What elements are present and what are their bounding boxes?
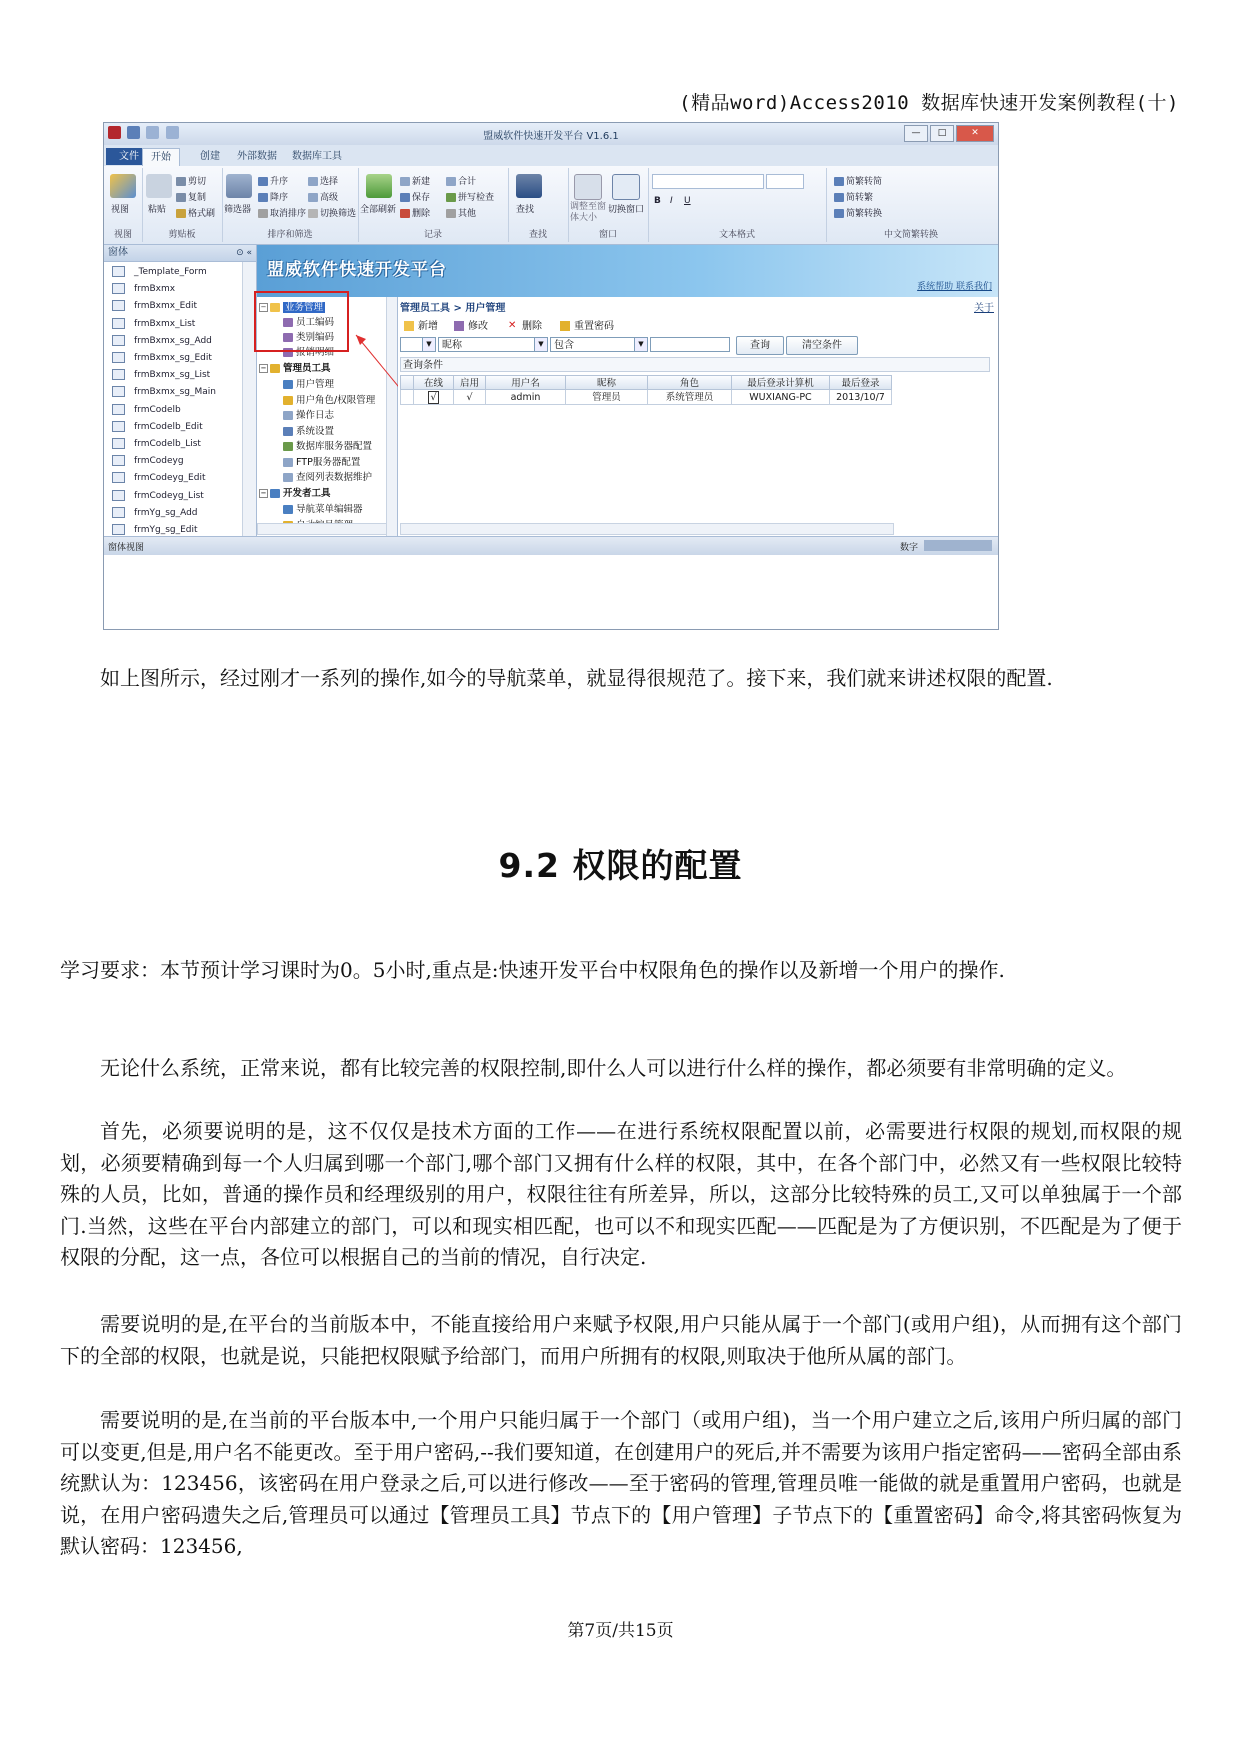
italic-button[interactable]: I [670, 196, 673, 206]
app-screenshot [103, 122, 999, 630]
clear-conditions-button[interactable]: 清空条件 [786, 336, 858, 355]
spelling-button[interactable]: 拼写检查 [446, 190, 494, 203]
tree-node[interactable]: FTP服务器配置 [283, 455, 360, 470]
close-icon[interactable]: ✕ [956, 125, 994, 142]
nav-item[interactable]: frmCodelb_Edit [112, 419, 203, 436]
tab-home[interactable]: 开始 [142, 148, 180, 166]
switch-windows-button[interactable]: 切换窗口 [608, 205, 645, 215]
about-link[interactable]: 关于 [974, 303, 994, 314]
copy-button[interactable]: 复制 [176, 190, 206, 203]
selection-button[interactable]: 选择 [308, 174, 338, 187]
section-heading: 9.2 权限的配置 [498, 846, 743, 885]
search-prefix-select[interactable]: ▼ [400, 337, 436, 352]
search-field-select[interactable]: 昵称 ▼ [438, 337, 548, 352]
user-management-panel [398, 297, 998, 536]
nav-item[interactable]: frmBxmx_Edit [112, 298, 197, 315]
query-button[interactable]: 查询 [736, 336, 784, 355]
paragraph: 学习要求：本节预计学习课时为0。5小时,重点是:快速开发平台中权限角色的操作以及新增一个用户的操作. [60, 958, 1005, 982]
row-selector-header [400, 375, 414, 390]
status-numlock: 数字 [899, 543, 918, 553]
status-left: 窗体视图 [108, 543, 145, 553]
simp-to-trad-button[interactable]: 简转繁 [834, 190, 873, 203]
column-header[interactable]: 用户名 [486, 375, 566, 390]
edit-user-button[interactable]: 修改 [454, 317, 488, 332]
pen-icon [454, 321, 464, 331]
tab-external-data[interactable]: 外部数据 [237, 151, 277, 162]
page-footer: 第7页/共15页 [567, 1621, 674, 1641]
group-label: 窗口 [598, 230, 617, 240]
more-button[interactable]: 其他 [446, 206, 476, 219]
paragraph: 如上图所示，经过刚才一系列的操作,如今的导航菜单，就显得很规范了。接下来，我们就来讲述权限的配置. [100, 666, 1053, 690]
status-bar [104, 536, 998, 555]
maximize-icon[interactable]: □ [930, 125, 954, 142]
row-selector[interactable] [400, 390, 414, 405]
table-cell[interactable]: √ [454, 390, 486, 405]
paragraph: 需要说明的是,在当前的平台版本中,一个用户只能归属于一个部门（或用户组)，当一个用户建立之后,该用户所归属的部门可以变更,但是,用户名不能更改。至于用户密码,--我们要知道，在创建用户的死后,并不需要为该用户指定密码——密码全部由系统默认为：123456，该密码在用户登录之后,可以进行修改——至于密码的管理,管理员唯一能做的就是重置用户密码，也就是说，在用户密码遗失之后,管理员可以通过【管理员工具】节点下的【用户管理】子节点下的【重置密码】命令,将其密码恢复为默认密码：123456, [60, 1408, 1182, 1558]
delete-record-button[interactable]: 删除 [400, 206, 430, 219]
page-header: (精品word)Access2010 数据库快速开发案例教程(十) [679, 92, 1179, 114]
nav-item[interactable]: frmBxmx_sg_Edit [112, 350, 212, 367]
table-cell[interactable]: 系统管理员 [648, 390, 732, 405]
paragraph: 需要说明的是,在平台的当前版本中，不能直接给用户来赋予权限,用户只能从属于一个部门(或用户组)，从而拥有这个部门下的全部的权限，也就是说，只能把权限赋予给部门，而用户所拥有的权限,则取决于他所从属的部门。 [60, 1312, 1182, 1368]
column-header[interactable]: 最后登录计算机 [732, 375, 830, 390]
add-user-button[interactable]: 新增 [404, 317, 438, 332]
breadcrumb: 管理员工具 > 用户管理 [400, 303, 506, 314]
tree-node-category-code[interactable]: 类别编码 [283, 330, 334, 345]
nav-item[interactable]: frmYg_sg_Edit [112, 522, 198, 539]
column-header[interactable]: 角色 [648, 375, 732, 390]
nav-header[interactable]: 窗体 ⊙ « [104, 245, 256, 262]
column-header[interactable]: 昵称 [566, 375, 648, 390]
search-operator-select[interactable]: 包含 ▼ [550, 337, 648, 352]
nav-item[interactable]: frmBxmx [112, 281, 175, 298]
tree-node[interactable]: 用户管理 [283, 377, 334, 392]
new-record-button[interactable]: 新建 [400, 174, 430, 187]
group-label: 记录 [423, 230, 442, 240]
nav-item[interactable]: frmYg_sg_Add [112, 505, 198, 522]
cut-button[interactable]: 剪切 [176, 174, 206, 187]
table-cell[interactable]: √ [414, 390, 454, 405]
column-header[interactable]: 启用 [454, 375, 486, 390]
paragraph: 首先，必须要说明的是，这不仅仅是技术方面的工作——在进行系统权限配置以前，必需要进行权限的规划,而权限的规划，必须要精确到每一个人归属到哪一个部门,哪个部门又拥有什么样的权限，其中，在各个部门中，必然又有一些权限比较特殊的人员，比如，普通的操作员和经理级别的用户，权限往往有所差异，所以，这部分比较特殊的员工,又可以单独属于一个部门.当然，这些在平台内部建立的部门，可以和现实相匹配，也可以不和现实匹配——匹配是为了方便识别，不匹配是为了便于权限的分配，这一点，各位可以根据自己的当前的情况，自行决定. [60, 1119, 1182, 1269]
format-painter-button[interactable]: 格式刷 [176, 206, 215, 219]
group-label: 文本格式 [718, 230, 755, 240]
tab-create[interactable]: 创建 [200, 151, 220, 162]
nav-item[interactable]: _Template_Form [112, 264, 207, 281]
toggle-filter-button[interactable]: 切换筛选 [308, 206, 356, 219]
group-label: 查找 [528, 230, 547, 240]
group-label: 剪贴板 [168, 230, 196, 240]
view-button[interactable]: 视图 [111, 205, 130, 215]
nav-item[interactable]: frmBxmx_List [112, 316, 195, 333]
tree-node-dev-tools[interactable]: − 开发者工具 [260, 488, 331, 499]
convert-button[interactable]: 简繁转换 [834, 206, 882, 219]
nav-item[interactable]: frmCodelb [112, 402, 181, 419]
reset-password-button[interactable]: 重置密码 [560, 317, 614, 332]
banner-title: 盟威软件快速开发平台 [267, 260, 447, 280]
tree-node[interactable]: 系统设置 [283, 424, 334, 439]
tree-node[interactable]: 用户角色/权限管理 [283, 393, 375, 408]
nav-item[interactable]: frmCodeyg [112, 453, 184, 470]
search-value-input[interactable] [650, 337, 730, 352]
query-conditions-label: 查询条件 [400, 357, 990, 372]
advanced-button[interactable]: 高级 [308, 190, 338, 203]
nav-item[interactable]: frmCodelb_List [112, 436, 201, 453]
nav-item[interactable]: frmBxmx_sg_Add [112, 333, 212, 350]
table-cell[interactable]: 管理员 [566, 390, 648, 405]
trad-to-simp-button[interactable]: 简繁转简 [834, 174, 882, 187]
totals-button[interactable]: 合计 [446, 174, 476, 187]
tree-node-admin-tools[interactable]: − 管理员工具 [260, 363, 331, 374]
nav-item[interactable]: frmBxmx_sg_Main [112, 384, 216, 401]
remove-sort-button[interactable]: 取消排序 [258, 206, 306, 219]
tab-file[interactable]: 文件 [106, 148, 152, 165]
column-header[interactable]: 最后登录 [830, 375, 892, 390]
sort-asc-button[interactable]: 升序 [258, 174, 288, 187]
tree-node[interactable]: 数据库服务器配置 [283, 439, 372, 454]
paste-button[interactable]: 粘贴 [148, 205, 167, 215]
tab-database-tools[interactable]: 数据库工具 [292, 151, 342, 162]
key-icon [560, 321, 570, 331]
grid-hscrollbar[interactable] [400, 523, 894, 535]
sort-desc-button[interactable]: 降序 [258, 190, 288, 203]
minimize-icon[interactable]: — [904, 125, 928, 142]
column-header[interactable]: 在线 [414, 375, 454, 390]
nav-item[interactable]: frmBxmx_sg_List [112, 367, 210, 384]
filter-button[interactable]: 筛选器 [224, 205, 252, 215]
table-cell[interactable]: 2013/10/7 [830, 390, 892, 405]
delete-user-button[interactable]: ✕ 删除 [508, 320, 542, 332]
group-label: 排序和筛选 [267, 230, 313, 240]
group-label: 中文简繁转换 [883, 230, 938, 240]
window-title: 盟威软件快速开发平台 V1.6.1 [483, 131, 619, 142]
tree-node-business[interactable]: − 业务管理 [260, 302, 324, 313]
size-to-fit-button[interactable]: 调整至窗体大小 [570, 202, 607, 223]
table-cell[interactable]: admin [486, 390, 566, 405]
paragraph: 无论什么系统，正常来说，都有比较完善的权限控制,即什么人可以进行什么样的操作，都必须要有非常明确的定义。 [100, 1056, 1127, 1080]
table-cell[interactable]: WUXIANG-PC [732, 390, 830, 405]
refresh-all-button[interactable]: 全部刷新 [360, 205, 397, 215]
tree-node-expense-detail[interactable]: 报销明细 [283, 345, 334, 360]
group-label: 视图 [113, 230, 132, 240]
view-switcher-icons[interactable] [924, 540, 992, 551]
find-button[interactable]: 查找 [516, 205, 535, 215]
underline-button[interactable]: U [684, 196, 691, 206]
tree-node[interactable]: 导航菜单编辑器 [283, 502, 363, 517]
chevron-down-icon[interactable]: ⊙ « [236, 248, 252, 258]
tree-node[interactable]: 查阅列表数据维护 [283, 470, 372, 485]
nav-item[interactable]: frmCodeyg_Edit [112, 470, 206, 487]
tree-node[interactable]: 操作日志 [283, 408, 334, 423]
close-icon: ✕ [508, 320, 517, 331]
tree-node-employee-code[interactable]: 员工编码 [283, 315, 334, 330]
save-record-button[interactable]: 保存 [400, 190, 430, 203]
banner-links[interactable]: 系统帮助 联系我们 [917, 282, 992, 292]
new-icon [404, 321, 414, 331]
nav-item[interactable]: frmCodeyg_List [112, 488, 204, 505]
bold-button[interactable]: B [654, 196, 661, 206]
